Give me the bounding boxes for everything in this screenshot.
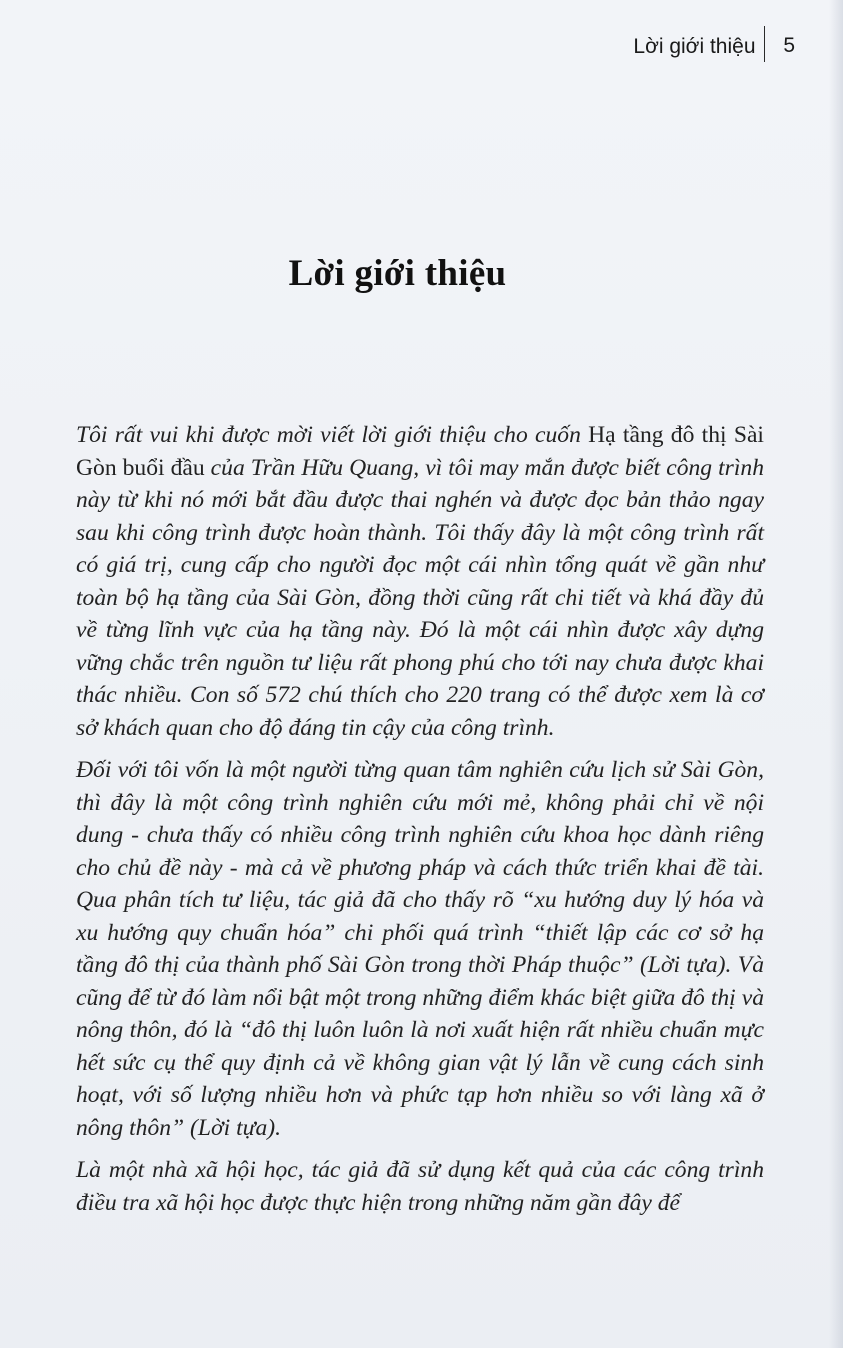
paragraph-1-rest: của Trần Hữu Quang, vì tôi may mắn được biết công trình này từ khi nó mới bắt đầu được thai nghén và được đọc bản thảo ngay sau khi công trình được hoàn thành. Tôi thấy đây là một công trình rất có giá trị, cung cấp cho người đọc một cái nhìn tổng quát về gần như toàn bộ hạ tầng của Sài Gòn, đồng thời cũng rất chi tiết và khá đầy đủ về từng lĩnh vực của hạ tầng này. Đó là một cái nhìn được xây dựng vững chắc trên nguồn tư liệu rất phong phú cho tới nay chưa được khai thác nhiều. Con số 572 chú thích cho 220 trang có thể được xem là cơ sở khách quan cho độ đáng tin cậy của công trình.	[76, 454, 764, 741]
book-title: Hạ tầng đô thị Sài Gòn buổi đầu	[76, 422, 764, 481]
paragraph-2: Đối với tôi vốn là một người từng quan tâm nghiên cứu lịch sử Sài Gòn, thì đây là một công trình nghiên cứu mới mẻ, không phải chỉ về nội dung - chưa thấy có nhiều công trình nghiên cứu khoa học dành riêng cho chủ đề này - mà cả về phương pháp và cách thức triển khai đề tài. Qua phân tích tư liệu, tác giả đã cho thấy rõ “xu hướng duy lý hóa và xu hướng quy chuẩn hóa” chi phối quá trình “thiết lập các cơ sở hạ tầng đô thị của thành phố Sài Gòn trong thời Pháp thuộc” (Lời tựa). Và cũng để từ đó làm nổi bật một trong những điểm khác biệt giữa đô thị và nông thôn, đó là “đô thị luôn luôn là nơi xuất hiện rất nhiều chuẩn mực hết sức cụ thể quy định cả về không gian vật lý lẫn về cung cách sinh hoạt, với số lượng nhiều hơn và phức tạp hơn nhiều so với làng xã ở nông thôn” (Lời tựa).	[76, 757, 764, 1141]
running-head	[633, 32, 795, 62]
paragraph-3: Là một nhà xã hội học, tác giả đã sử dụng kết quả của các công trình điều tra xã hội học được thực hiện trong những năm gần đây để	[76, 1157, 764, 1216]
page-number: 5	[783, 34, 795, 57]
body-text	[76, 419, 764, 1229]
running-head-title: Lời giới thiệu	[633, 35, 756, 58]
running-head-divider	[764, 26, 766, 62]
chapter-title: Lời giới thiệu	[288, 253, 507, 294]
paragraph-1	[76, 419, 764, 744]
paragraph-1-lead: Tôi rất vui khi được mời viết lời giới thiệu cho cuốn	[76, 422, 589, 448]
page-edge-shadow	[829, 0, 843, 1348]
